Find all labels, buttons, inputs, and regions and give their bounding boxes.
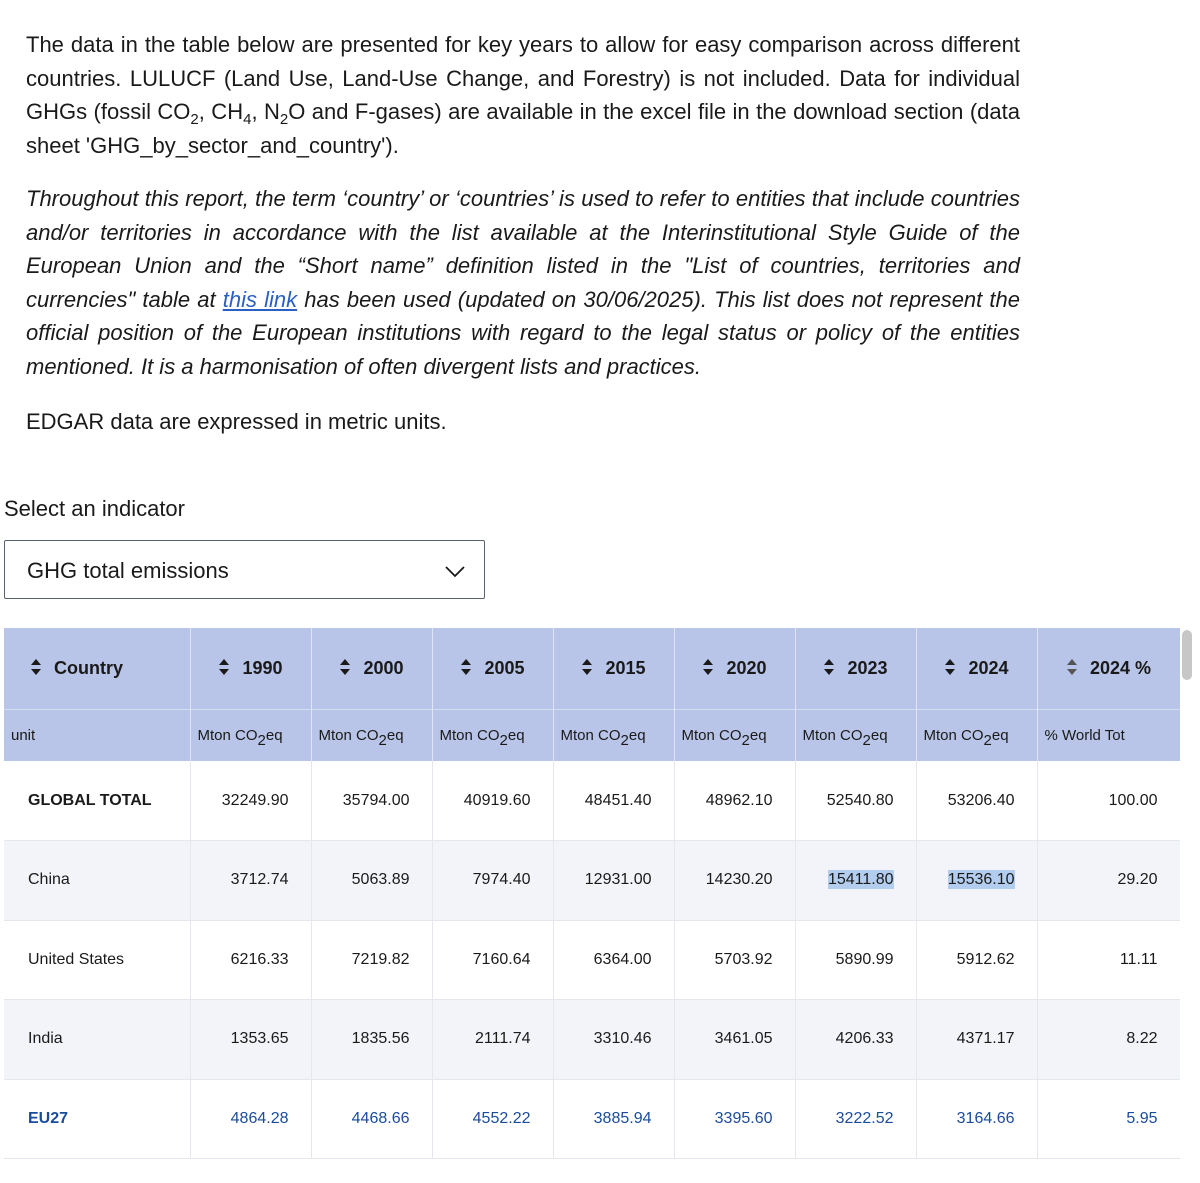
value-cell [190, 1000, 311, 1080]
value-cell [674, 761, 795, 841]
unit-mton: Mton $CO_2eq$ [795, 709, 916, 761]
value-cell [553, 1079, 674, 1159]
value-text: 5912.62 [956, 950, 1015, 968]
column-header-2024[interactable] [916, 628, 1037, 709]
value-text: 3395.60 [714, 1109, 773, 1127]
unit-mton: Mton $CO_2eq$ [190, 709, 311, 761]
value-text: 48962.10 [705, 791, 773, 809]
value-text: 3310.46 [593, 1030, 652, 1048]
intro-paragraph-2: Throughout this report, the term ‘country’ or ‘countries’ is used to refer to entities that include countries and/or territories in accordance with the list available at the Interinstitutional Style Guide of the European Union and the “Short name” definition listed in the "List of countries, territories and currencies" table at this link has been used (updated on 30/06/2025). This list does not represent the official position of the European institutions with regard to the legal status or policy of the entities mentioned. It is a harmonisation of often divergent lists and practices. [26, 186, 1020, 379]
column-header-2005[interactable] [432, 628, 553, 709]
value-cell [916, 1079, 1037, 1159]
value-cell [311, 1000, 432, 1080]
value-text: 1353.65 [230, 1030, 289, 1048]
value-text: 3461.05 [714, 1030, 773, 1048]
value-text: 32249.90 [221, 791, 289, 809]
value-cell [1037, 841, 1180, 921]
chevron-down-icon [444, 560, 466, 582]
column-header-country[interactable] [4, 628, 190, 709]
value-text: 100.00 [1108, 791, 1158, 809]
table-row [4, 841, 1180, 921]
value-text: 6216.33 [230, 950, 289, 968]
column-header-2000[interactable] [311, 628, 432, 709]
sort-icon [339, 657, 351, 677]
value-cell [916, 761, 1037, 841]
unit-mton: Mton $CO_2eq$ [432, 709, 553, 761]
value-text: 8.22 [1126, 1030, 1158, 1048]
value-cell [674, 841, 795, 921]
value-text: 40919.60 [463, 791, 531, 809]
table-row [4, 1079, 1180, 1159]
value-text: 7974.40 [472, 871, 531, 889]
column-header-2023[interactable] [795, 628, 916, 709]
sort-icon [581, 657, 593, 677]
value-cell [795, 761, 916, 841]
value-cell [553, 1000, 674, 1080]
country-name: China [4, 841, 190, 921]
value-cell [1037, 1000, 1180, 1080]
value-cell [311, 761, 432, 841]
value-text: 53206.40 [947, 791, 1015, 809]
country-name: EU27 [4, 1079, 190, 1159]
value-text: 5890.99 [835, 950, 894, 968]
column-header-2015[interactable] [553, 628, 674, 709]
value-text: 3222.52 [835, 1109, 894, 1127]
value-cell [916, 920, 1037, 1000]
value-text: 4206.33 [835, 1030, 894, 1048]
value-text: 11.11 [1119, 950, 1158, 968]
sort-icon [460, 657, 472, 677]
value-cell [1037, 761, 1180, 841]
value-cell [1037, 1079, 1180, 1159]
column-header-1990[interactable] [190, 628, 311, 709]
value-cell [1037, 920, 1180, 1000]
value-cell [674, 1000, 795, 1080]
value-cell [916, 841, 1037, 921]
table-scrollbar[interactable] [1182, 630, 1192, 680]
value-text: 4371.17 [956, 1030, 1015, 1048]
unit-mton: Mton $CO_2eq$ [674, 709, 795, 761]
value-text: 2111.74 [475, 1030, 531, 1048]
intro-paragraph-3: EDGAR data are expressed in metric units. [26, 409, 447, 434]
sort-icon [823, 657, 835, 677]
value-cell [432, 761, 553, 841]
value-text: 48451.40 [584, 791, 652, 809]
indicator-label: Select an indicator [4, 496, 185, 521]
value-cell [795, 920, 916, 1000]
value-cell [432, 841, 553, 921]
value-cell [432, 1079, 553, 1159]
value-text: 7219.82 [351, 950, 410, 968]
country-name: GLOBAL TOTAL [4, 761, 190, 841]
value-text: 15411.80 [827, 871, 894, 889]
value-cell [432, 1000, 553, 1080]
value-text: 5.95 [1126, 1109, 1158, 1127]
column-header-label: 1990 [242, 658, 283, 679]
value-text: 4468.66 [351, 1109, 410, 1127]
unit-pct: % World Tot [1037, 709, 1180, 761]
emissions-table [4, 628, 1180, 1159]
value-cell [795, 1079, 916, 1159]
column-header-2020[interactable] [674, 628, 795, 709]
value-text: 5703.92 [714, 950, 773, 968]
value-text: 12931.00 [584, 871, 652, 889]
column-header-2024[interactable] [1037, 628, 1180, 709]
value-cell [432, 920, 553, 1000]
value-text: 6364.00 [593, 950, 652, 968]
value-text: 4552.22 [472, 1109, 531, 1127]
sort-icon [1066, 657, 1078, 677]
column-header-label: 2015 [605, 658, 646, 679]
sort-icon [944, 657, 956, 677]
table-row [4, 1000, 1180, 1080]
value-cell [795, 1000, 916, 1080]
value-cell [311, 841, 432, 921]
value-cell [190, 761, 311, 841]
country-name: India [4, 1000, 190, 1080]
column-header-label: 2023 [847, 658, 888, 679]
column-header-label: 2005 [484, 658, 525, 679]
value-cell [553, 761, 674, 841]
value-cell [674, 1079, 795, 1159]
value-cell [190, 920, 311, 1000]
intro-paragraph-1: The data in the table below are presented for key years to allow for easy comparison across different countries. LULUCF (Land Use, Land-Use Change, and Forestry) is not included. Data for individual GHGs (fossil $CO_2$, $CH_4$, $N_2O$ and F-gases) are available in the excel file in the download section (data sheet 'GHG_by_sector_and_country'). [26, 32, 1020, 158]
unit-mton: Mton $CO_2eq$ [311, 709, 432, 761]
value-text: 3712.74 [230, 871, 289, 889]
value-text: 14230.20 [705, 871, 773, 889]
sort-icon [218, 657, 230, 677]
value-cell [311, 1079, 432, 1159]
value-cell [190, 841, 311, 921]
intro-text [26, 28, 1020, 439]
value-cell [916, 1000, 1037, 1080]
emissions-table-container[interactable] [4, 628, 1180, 1183]
column-header-label: Country [54, 658, 123, 679]
indicator-selected-value: GHG total emissions [27, 558, 229, 583]
value-cell [311, 920, 432, 1000]
value-text: 3164.66 [956, 1109, 1015, 1127]
column-header-label: 2024 [968, 658, 1009, 679]
unit-mton: Mton $CO_2eq$ [916, 709, 1037, 761]
table-row [4, 761, 1180, 841]
value-cell [190, 1079, 311, 1159]
value-cell [674, 920, 795, 1000]
unit-label: unit [4, 709, 190, 761]
column-header-label: 2020 [726, 658, 767, 679]
indicator-select[interactable] [4, 540, 485, 599]
this-link[interactable]: this link [222, 286, 298, 312]
value-text: 35794.00 [342, 791, 410, 809]
column-header-label: 2024 % [1089, 658, 1152, 679]
value-text: 5063.89 [351, 871, 410, 889]
table-row [4, 920, 1180, 1000]
value-text: 29.20 [1117, 871, 1158, 889]
sort-icon [702, 657, 714, 677]
value-text: 3885.94 [593, 1109, 652, 1127]
value-cell [795, 841, 916, 921]
value-text: 1835.56 [351, 1030, 410, 1048]
value-text: 15536.10 [947, 871, 1015, 889]
value-text: 7160.64 [472, 950, 531, 968]
country-name: United States [4, 920, 190, 1000]
unit-mton: Mton $CO_2eq$ [553, 709, 674, 761]
column-header-label: 2000 [363, 658, 404, 679]
value-text: 52540.80 [826, 791, 894, 809]
sort-icon [30, 657, 42, 677]
value-cell [553, 841, 674, 921]
value-text: 4864.28 [230, 1109, 289, 1127]
value-cell [553, 920, 674, 1000]
